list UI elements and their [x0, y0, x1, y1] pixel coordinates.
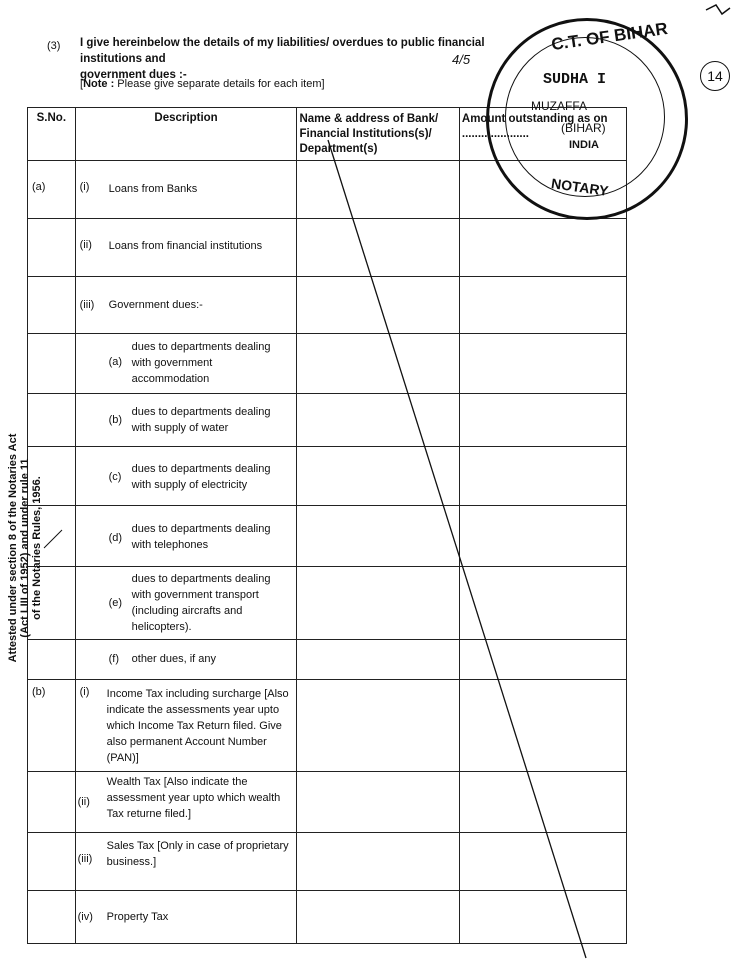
stamp-inner-ring — [505, 37, 665, 197]
notary-stamp — [486, 18, 688, 220]
sub-label: (e) — [108, 597, 123, 609]
note-text: Please give separate details for each item] — [117, 78, 325, 90]
row-text: Wealth Tax [Also indicate the assessment year upto which wealth Tax returne filed.] — [106, 776, 281, 820]
row-text: dues to departments dealing with supply of electricity — [131, 463, 271, 491]
sub-label: (a) — [108, 356, 123, 368]
row-text: dues to departments dealing with telephones — [131, 523, 271, 551]
margin-line-2: (Act LIII of 1952) and under rule 11 — [19, 458, 31, 638]
row-text: other dues, if any — [131, 653, 217, 665]
stamp-country: INDIA — [569, 139, 599, 151]
row-text: Government dues:- — [108, 299, 203, 311]
row-text: Sales Tax [Only in case of proprietary business.] — [106, 840, 289, 868]
sno-label: (a) — [32, 181, 46, 193]
page-number: 14 — [700, 61, 730, 91]
margin-attestation — [7, 428, 43, 668]
margin-line-3: of the Notaries Rules, 1956. — [31, 476, 43, 620]
margin-tick — [44, 530, 62, 548]
row-text: Property Tax — [106, 911, 169, 923]
sub-label: (i) — [79, 181, 90, 193]
stamp-bottom-text: NOTARY — [550, 175, 610, 199]
stamp-top-text: C.T. OF BIHAR — [550, 18, 669, 55]
header-sno: S.No. — [28, 108, 76, 161]
sub-label: (ii) — [79, 239, 92, 251]
row-text: dues to departments dealing with supply of water — [131, 406, 271, 434]
sub-label: (iv) — [77, 911, 93, 923]
header-description: Description — [75, 108, 297, 161]
sub-label: (f) — [108, 653, 120, 665]
diagonal-cancel-line — [328, 140, 586, 958]
sub-label: (iii) — [79, 299, 95, 311]
row-text: Loans from Banks — [108, 183, 198, 195]
stamp-name: SUDHA I — [543, 71, 607, 88]
header-name-address: Name & address of Bank/ Financial Institutions(s)/ Department(s) — [297, 108, 459, 161]
sub-label: (i) — [79, 686, 90, 698]
sub-label: (b) — [108, 414, 123, 426]
sub-label: (c) — [108, 471, 122, 483]
row-text: dues to departments dealing with government accommodation — [131, 341, 271, 385]
intro-line-1: I give hereinbelow the details of my liabilities/ overdues to public financial institutions and — [80, 37, 485, 65]
header-amount: Amount outstanding as on ..................... — [459, 108, 626, 161]
handwritten-fraction: 4/5 — [452, 52, 471, 67]
stamp-state: (BIHAR) — [561, 121, 606, 135]
item-number: (3) — [47, 40, 61, 52]
note: [Note : Please give separate details for each item] — [80, 78, 325, 90]
stamp-city: MUZAFFA — [531, 99, 587, 113]
row-text: Loans from financial institutions — [108, 240, 263, 252]
sub-label: (ii) — [77, 796, 90, 808]
corner-mark — [706, 5, 730, 14]
margin-line-1: Attested under section 8 of the Notaries Act — [7, 433, 19, 663]
note-label: Note : — [83, 78, 115, 90]
sno-label: (b) — [32, 686, 46, 698]
sub-label: (iii) — [77, 853, 93, 865]
sub-label: (d) — [108, 532, 123, 544]
intro-line-2: government dues :- — [80, 69, 187, 81]
row-text: dues to departments dealing with government transport (including aircrafts and helicopters). — [131, 573, 271, 633]
row-text: Income Tax including surcharge [Also indicate the assessments year upto which Income Tax Return filed. Give also permanent Account Number (PAN)] — [106, 688, 289, 764]
